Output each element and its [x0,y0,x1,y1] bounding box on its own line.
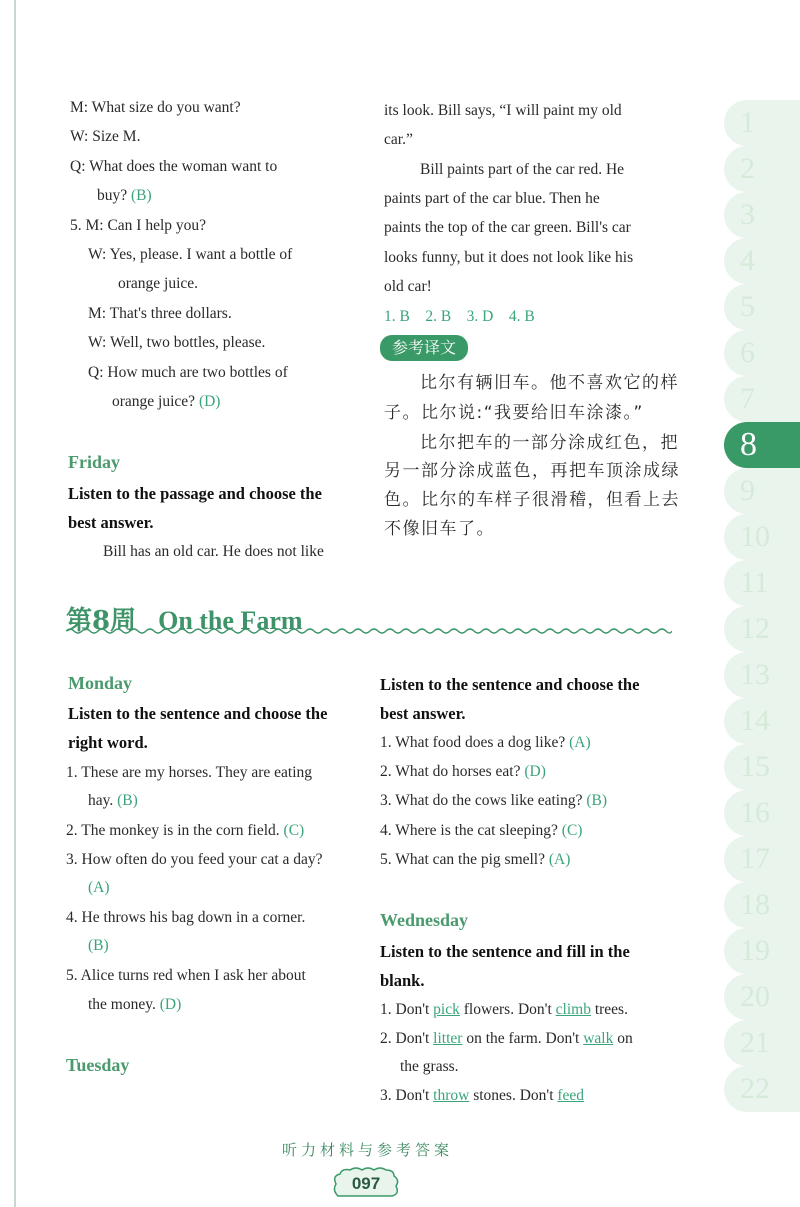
passage-line: old car! [384,278,432,295]
passage-line: its look. Bill says, “I will paint my old [384,102,622,119]
translation-line: 另一部分涂成蓝色，再把车顶涂成绿 [384,461,680,481]
week-tab-strip [724,100,800,1105]
wavy-divider [66,626,672,636]
answer-mark: (D) [159,996,182,1013]
reference-translation-badge: 参考译文 [380,335,468,361]
week-tab-active[interactable]: 8 [724,422,800,468]
week-tab[interactable]: 15 [724,744,800,790]
translation-line: 子。比尔说:“我要给旧车涂漆。” [384,403,644,423]
passage-line: paints part of the car blue. Then he [384,190,600,207]
dialogue-line: Q: How much are two bottles of [88,364,288,381]
answer-key: 1. B 2. B 3. D 4. B [384,308,535,325]
answer-mark: (B) [586,792,607,809]
dialogue-line: M: That's three dollars. [88,305,232,322]
answer-mark: (A) [569,734,591,751]
answer-mark: (D) [524,763,546,780]
section-heading-friday: Friday [68,452,120,472]
dialogue-line: W: Yes, please. I want a bottle of [88,246,293,263]
week-tab[interactable]: 19 [724,928,800,974]
question: 3. What do the cows like eating? (B) [380,792,607,809]
page-number [330,1166,402,1200]
question: 4. He throws his bag down in a corner. [66,909,306,926]
fill-sentence: 2. Don't litter on the farm. Don't walk on [380,1030,633,1047]
instruction: Listen to the sentence and fill in the [380,942,630,961]
question: 4. Where is the cat sleeping? (C) [380,822,583,839]
passage-line: Bill paints part of the car red. He [420,161,625,178]
question: 5. What can the pig smell? (A) [380,851,571,868]
answer-mark: (B) [117,792,138,809]
question: 5. Alice turns red when I ask her about [66,967,306,984]
fill-sentence: 3. Don't throw stones. Don't feed [380,1087,585,1104]
dialogue-line: W: Well, two bottles, please. [88,334,266,351]
week-tab[interactable]: 10 [724,514,800,560]
translation-line: 不像旧车了。 [384,519,495,539]
week-tab[interactable]: 7 [724,376,800,422]
filled-blank: feed [557,1087,585,1104]
answer-mark: (C) [283,822,305,839]
week-tab[interactable]: 13 [724,652,800,698]
week-tab[interactable]: 9 [724,468,800,514]
week-tab[interactable]: 6 [724,330,800,376]
dialogue-line: M: What size do you want? [70,99,241,116]
translation-line: 色。比尔的车样子很滑稽，但看上去 [384,490,680,510]
translation-line: 比尔把车的一部分涂成红色，把 [420,433,679,453]
instruction: blank. [380,971,425,990]
answer-mark: (A) [88,879,110,896]
answer-mark: (C) [561,822,583,839]
week-number: 第8周 [66,606,137,636]
instruction: Listen to the sentence and choose the [380,675,640,694]
question: 2. The monkey is in the corn field. (C) [66,822,305,839]
section-heading-tuesday: Tuesday [66,1055,130,1075]
passage-line: car.” [384,131,413,148]
question: 3. How often do you feed your cat a day? [66,851,323,868]
week-tab[interactable]: 21 [724,1020,800,1066]
week-topic: On the Farm [158,606,303,635]
week-tab[interactable]: 2 [724,146,800,192]
filled-blank: pick [433,1001,460,1018]
week-tab[interactable]: 22 [724,1066,800,1112]
week-tab[interactable]: 4 [724,238,800,284]
fill-sentence: the grass. [400,1058,459,1075]
instruction: Listen to the passage and choose the [68,484,322,503]
answer-mark: (A) [548,851,571,868]
question: the money. (D) [88,996,182,1013]
section-heading-monday: Monday [68,673,133,693]
answer-mark: (B) [88,937,109,954]
dialogue-line: 5. M: Can I help you? [70,217,207,234]
page-number-text: 097 [351,1174,381,1193]
week-tab[interactable]: 12 [724,606,800,652]
passage-line: looks funny, but it does not look like his [384,249,634,266]
week-tab[interactable]: 18 [724,882,800,928]
filled-blank: throw [433,1087,470,1104]
footer-label: 听力材料与参考答案 [282,1141,454,1159]
question: 1. These are my horses. They are eating [66,764,313,781]
passage-line: paints the top of the car green. Bill's car [384,219,631,236]
dialogue-line: buy? (B) [97,187,152,204]
filled-blank: walk [583,1030,614,1047]
section-heading-wednesday: Wednesday [380,910,469,930]
dialogue-line: orange juice. [118,275,199,292]
instruction: best answer. [68,513,154,532]
week-tab[interactable]: 17 [724,836,800,882]
answer-mark: (B) [131,187,152,204]
week-tab[interactable]: 1 [724,100,800,146]
week-tab[interactable]: 11 [724,560,800,606]
filled-blank: litter [433,1030,463,1047]
dialogue-line: orange juice? (D) [112,393,221,410]
dialogue-line: W: Size M. [70,128,141,145]
instruction: Listen to the sentence and choose the [68,704,328,723]
week-tab[interactable]: 5 [724,284,800,330]
week-tab[interactable]: 3 [724,192,800,238]
answer-mark: (D) [198,393,221,410]
question: hay. (B) [88,792,138,809]
question: 1. What food does a dog like? (A) [380,734,591,751]
week-tab[interactable]: 16 [724,790,800,836]
page-spine [14,0,16,1207]
instruction: right word. [68,733,148,752]
filled-blank: climb [555,1001,591,1018]
week-tab[interactable]: 20 [724,974,800,1020]
passage-line: Bill has an old car. He does not like [103,543,324,560]
dialogue-line: Q: What does the woman want to [70,158,278,175]
fill-sentence: 1. Don't pick flowers. Don't climb trees. [380,1001,628,1018]
instruction: best answer. [380,704,466,723]
translation-line: 比尔有辆旧车。他不喜欢它的样 [420,373,679,393]
question: 2. What do horses eat? (D) [380,763,546,780]
week-tab[interactable]: 14 [724,698,800,744]
